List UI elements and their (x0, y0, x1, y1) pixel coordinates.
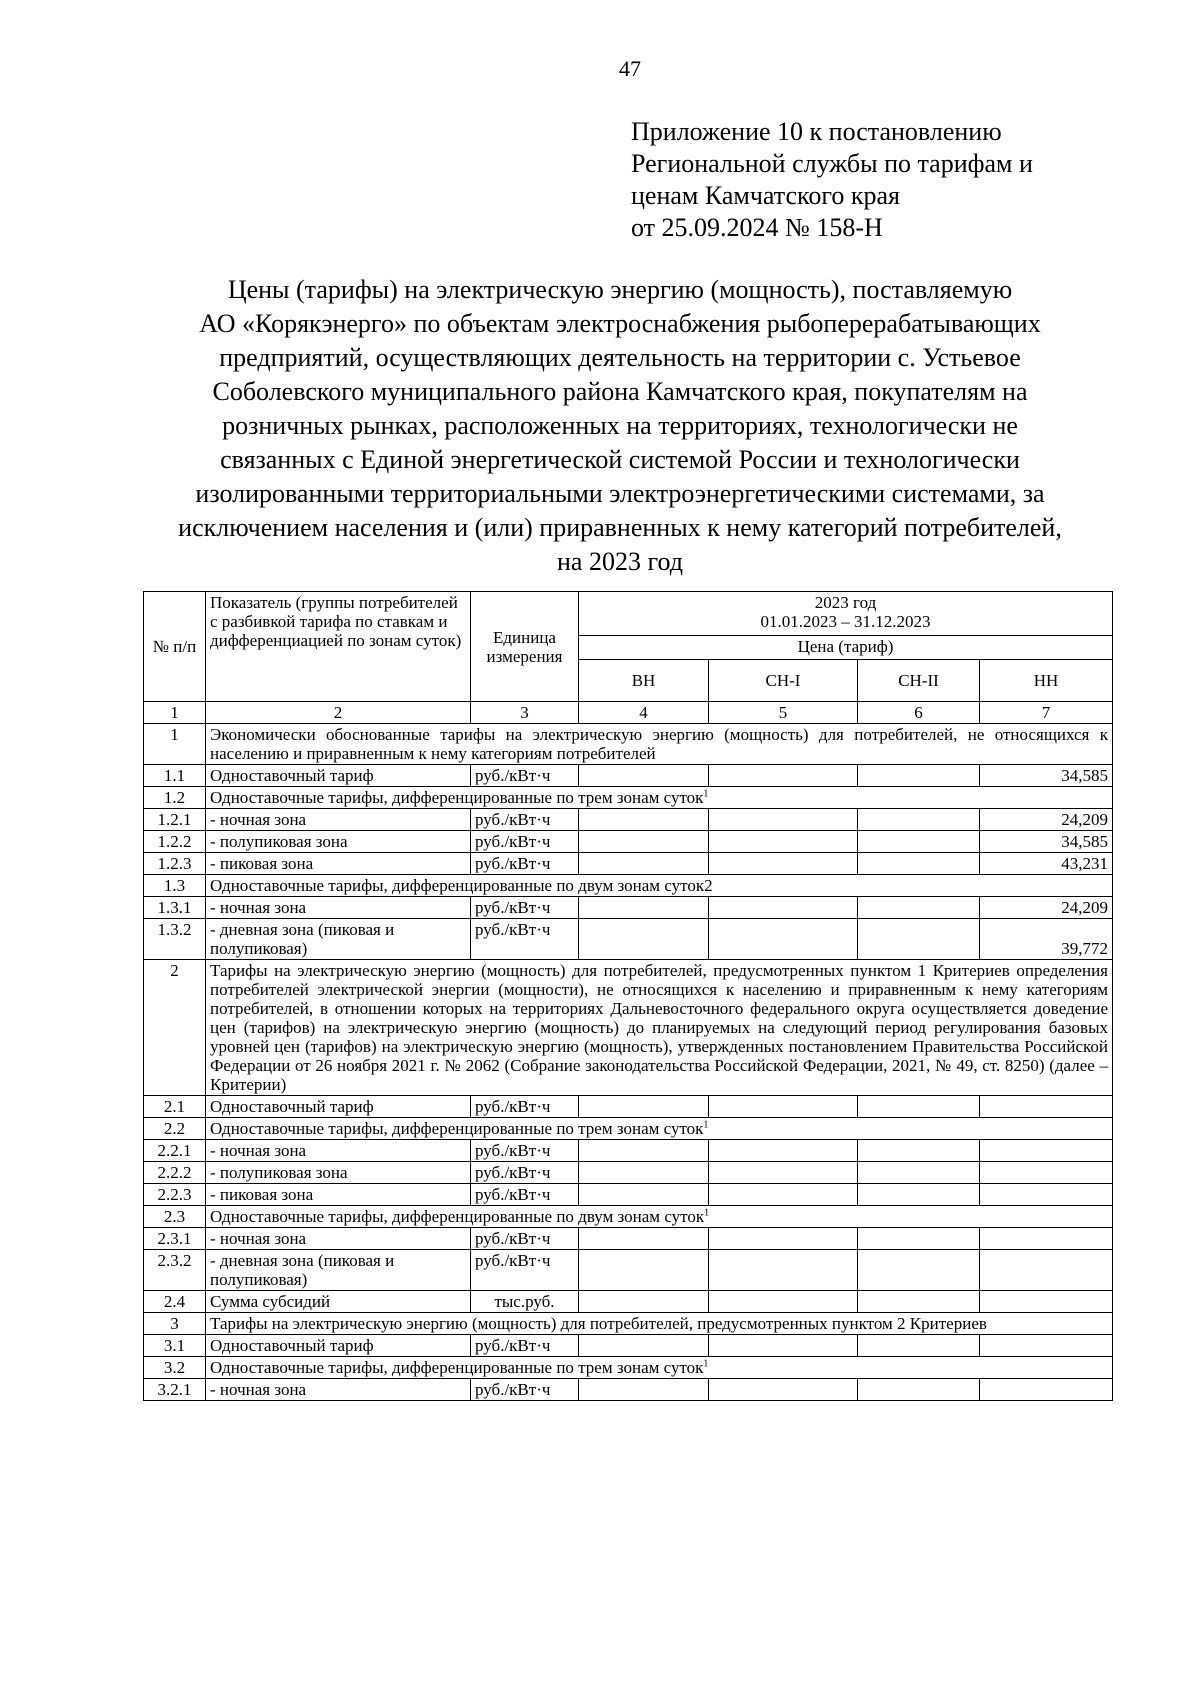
row-number: 3.2.1 (144, 1379, 206, 1401)
value-vn (579, 1291, 709, 1313)
row-name: - ночная зона (206, 1379, 471, 1401)
row-number: 3.1 (144, 1335, 206, 1357)
value-vn (579, 831, 709, 853)
value-vn (579, 853, 709, 875)
value-nn (980, 1228, 1113, 1250)
row-number: 2.3.2 (144, 1250, 206, 1291)
row-number: 1 (144, 724, 206, 765)
appendix-block (631, 116, 1151, 244)
section-text-label: Одноставочные тарифы, дифференцированные по двум зонам суток (210, 1207, 705, 1226)
row-number: 2.3.1 (144, 1228, 206, 1250)
row-number: 1.2.1 (144, 809, 206, 831)
col-number: 7 (980, 702, 1113, 724)
value-sn2 (858, 1162, 980, 1184)
table-row (144, 1379, 1113, 1401)
table-row (144, 1335, 1113, 1357)
table-section-row (144, 960, 1113, 1096)
section-text-label: Тарифы на электрическую энергию (мощность) для потребителей, предусмотренных пунктом 2 Критериев (210, 1314, 987, 1333)
section-text-label: Одноставочные тарифы, дифференцированные по трем зонам суток (210, 1119, 704, 1138)
value-nn (980, 1250, 1113, 1291)
table-section-row (144, 1313, 1113, 1335)
value-sn2 (858, 897, 980, 919)
section-text (206, 1357, 1113, 1379)
section-text-label: Одноставочные тарифы, дифференцированные по трем зонам суток (210, 788, 704, 807)
table-row (144, 1140, 1113, 1162)
value-vn (579, 897, 709, 919)
value-sn2 (858, 1335, 980, 1357)
header-dates: 01.01.2023 – 31.12.2023 (760, 612, 931, 631)
value-sn2 (858, 831, 980, 853)
value-vn (579, 919, 709, 960)
table-section-row (144, 1118, 1113, 1140)
value-vn (579, 1140, 709, 1162)
title-line: Цены (тарифы) на электрическую энергию (мощность), поставляемую (227, 275, 1013, 304)
col-number: 3 (471, 702, 579, 724)
header-indicator: Показатель (группы потребителей с разбивкой тарифа по ставкам и дифференциацией по зонам суток) (206, 592, 471, 702)
value-sn1 (709, 831, 858, 853)
row-unit: руб./кВт·ч (471, 1250, 579, 1291)
section-text (206, 1206, 1113, 1228)
row-name: Одноставочный тариф (206, 1335, 471, 1357)
row-unit: руб./кВт·ч (471, 1162, 579, 1184)
value-sn2 (858, 1379, 980, 1401)
table-row (144, 1228, 1113, 1250)
row-number: 2.2.2 (144, 1162, 206, 1184)
value-nn: 34,585 (980, 765, 1113, 787)
row-name: Одноставочный тариф (206, 1096, 471, 1118)
value-nn (980, 1184, 1113, 1206)
row-unit: руб./кВт·ч (471, 765, 579, 787)
row-name: - пиковая зона (206, 853, 471, 875)
title-line: исключением населения и (или) приравненных к нему категорий потребителей, (178, 513, 1062, 542)
value-sn2 (858, 1250, 980, 1291)
row-name: - ночная зона (206, 809, 471, 831)
row-number: 3 (144, 1313, 206, 1335)
value-nn: 39,772 (980, 919, 1113, 960)
table-row (144, 897, 1113, 919)
row-number: 1.1 (144, 765, 206, 787)
value-sn1 (709, 919, 858, 960)
table-row (144, 1291, 1113, 1313)
appendix-line: Приложение 10 к постановлению (631, 117, 1002, 146)
row-number: 1.2.3 (144, 853, 206, 875)
footnote-mark: 1 (703, 1358, 709, 1370)
row-unit: руб./кВт·ч (471, 831, 579, 853)
row-unit: руб./кВт·ч (471, 919, 579, 960)
table-row (144, 1096, 1113, 1118)
table-section-row (144, 787, 1113, 809)
value-sn2 (858, 919, 980, 960)
row-number: 2.2.3 (144, 1184, 206, 1206)
table-row (144, 1162, 1113, 1184)
section-text-label: Одноставочные тарифы, дифференцированные по трем зонам суток (210, 1358, 704, 1377)
tariff-table (143, 591, 1113, 1401)
appendix-line: Региональной службы по тарифам и (631, 149, 1033, 178)
header-price: Цена (тариф) (579, 636, 1113, 660)
row-number: 2.3 (144, 1206, 206, 1228)
value-sn1 (709, 1228, 858, 1250)
row-unit: руб./кВт·ч (471, 1228, 579, 1250)
row-unit: руб./кВт·ч (471, 1184, 579, 1206)
value-sn1 (709, 1096, 858, 1118)
col-number: 6 (858, 702, 980, 724)
title-line: АО «Корякэнерго» по объектам электроснабжения рыбоперерабатывающих (199, 309, 1041, 338)
row-unit: руб./кВт·ч (471, 1140, 579, 1162)
value-nn (980, 1162, 1113, 1184)
value-vn (579, 1250, 709, 1291)
row-name: - ночная зона (206, 897, 471, 919)
row-number: 2.4 (144, 1291, 206, 1313)
title-line: розничных рынках, расположенных на территориях, технологически не (222, 411, 1018, 440)
value-nn: 24,209 (980, 809, 1113, 831)
value-sn2 (858, 1096, 980, 1118)
table-section-row (144, 724, 1113, 765)
section-text (206, 1118, 1113, 1140)
value-sn1 (709, 1140, 858, 1162)
value-vn (579, 809, 709, 831)
value-sn1 (709, 853, 858, 875)
row-number: 1.2.2 (144, 831, 206, 853)
section-text-label: Одноставочные тарифы, дифференцированные по двум зонам суток2 (210, 876, 713, 895)
footnote-mark: 1 (703, 788, 709, 800)
document-title (120, 273, 1120, 579)
section-text (206, 724, 1113, 765)
value-sn1 (709, 1184, 858, 1206)
section-text (206, 960, 1113, 1096)
row-name: - полупиковая зона (206, 831, 471, 853)
row-number: 1.3 (144, 875, 206, 897)
col-number: 2 (206, 702, 471, 724)
value-sn1 (709, 1250, 858, 1291)
row-name: - дневная зона (пиковая и полупиковая) (206, 1250, 471, 1291)
section-text-label: Экономически обоснованные тарифы на электрическую энергию (мощность) для потребителей, не относящихся к населению и приравненным к нему категориям потребителей (210, 725, 1108, 763)
col-number: 1 (144, 702, 206, 724)
value-vn (579, 1335, 709, 1357)
row-unit: руб./кВт·ч (471, 897, 579, 919)
value-sn2 (858, 1140, 980, 1162)
header-year: 2023 год (814, 593, 877, 612)
value-sn1 (709, 897, 858, 919)
value-nn (980, 1140, 1113, 1162)
header-unit: Единица измерения (471, 592, 579, 702)
title-line: предприятий, осуществляющих деятельность на территории с. Устьевое (219, 343, 1021, 372)
table-row (144, 809, 1113, 831)
table-row (144, 919, 1113, 960)
table-row (144, 765, 1113, 787)
header-period (579, 592, 1113, 636)
table-row (144, 1250, 1113, 1291)
value-sn2 (858, 765, 980, 787)
value-sn1 (709, 1291, 858, 1313)
row-name: Сумма субсидий (206, 1291, 471, 1313)
row-name: - ночная зона (206, 1140, 471, 1162)
row-unit: тыс.руб. (471, 1291, 579, 1313)
value-nn: 43,231 (980, 853, 1113, 875)
table-row (144, 1184, 1113, 1206)
row-number: 2.1 (144, 1096, 206, 1118)
value-sn2 (858, 853, 980, 875)
row-name: - ночная зона (206, 1228, 471, 1250)
table-row (144, 853, 1113, 875)
section-text (206, 787, 1113, 809)
row-unit: руб./кВт·ч (471, 809, 579, 831)
value-nn: 24,209 (980, 897, 1113, 919)
title-line: изолированными территориальными электроэнергетическими системами, за (195, 479, 1045, 508)
row-number: 1.2 (144, 787, 206, 809)
value-vn (579, 765, 709, 787)
appendix-line: ценам Камчатского края (631, 181, 900, 210)
tariff-table-body (144, 724, 1113, 1401)
value-sn2 (858, 1184, 980, 1206)
row-number: 2 (144, 960, 206, 1096)
header-level-sn1: СН-I (709, 660, 858, 702)
value-vn (579, 1228, 709, 1250)
section-text (206, 1313, 1113, 1335)
table-row (144, 831, 1113, 853)
value-sn1 (709, 765, 858, 787)
value-vn (579, 1184, 709, 1206)
footnote-mark: 1 (704, 1207, 710, 1219)
header-num: № п/п (144, 592, 206, 702)
page-number: 47 (619, 56, 641, 81)
value-vn (579, 1379, 709, 1401)
section-text-label: Тарифы на электрическую энергию (мощность) для потребителей, предусмотренных пунктом 1 Критериев определения потребителей электрической энергии (мощности), не относящихся к населению и приравненным к нему категориям потребителей, в отношении которых на территориях Дальневосточного федерального округа осуществляется доведение цен (тарифов) на электрическую энергию (мощность) до планируемых на следующий период регулирования базовых уровней цен (тарифов) на электрическую энергию (мощность), утвержденных постановлением Правительства Российской Федерации от 26 ноября 2021 г. № 2062 (Собрание законодательства Российской Федерации, 2021, № 49, ст. 8250) (далее – Критерии) (210, 961, 1108, 1094)
row-number: 1.3.1 (144, 897, 206, 919)
footnote-mark: 1 (703, 1119, 709, 1131)
value-nn (980, 1379, 1113, 1401)
header-level-sn2: СН-II (858, 660, 980, 702)
row-number: 2.2.1 (144, 1140, 206, 1162)
value-nn (980, 1335, 1113, 1357)
col-number: 5 (709, 702, 858, 724)
row-number: 2.2 (144, 1118, 206, 1140)
row-unit: руб./кВт·ч (471, 1335, 579, 1357)
title-line: Соболевского муниципального района Камчатского края, покупателям на (212, 377, 1028, 406)
appendix-line: от 25.09.2024 № 158-Н (631, 213, 883, 242)
title-line: на 2023 год (557, 547, 683, 576)
row-name: - пиковая зона (206, 1184, 471, 1206)
value-nn (980, 1291, 1113, 1313)
row-name: Одноставочный тариф (206, 765, 471, 787)
row-unit: руб./кВт·ч (471, 1096, 579, 1118)
value-sn1 (709, 1379, 858, 1401)
row-number: 3.2 (144, 1357, 206, 1379)
row-unit: руб./кВт·ч (471, 853, 579, 875)
row-number: 1.3.2 (144, 919, 206, 960)
table-section-row (144, 1206, 1113, 1228)
value-vn (579, 1162, 709, 1184)
value-sn2 (858, 1291, 980, 1313)
value-sn1 (709, 1335, 858, 1357)
value-vn (579, 1096, 709, 1118)
row-name: - дневная зона (пиковая и полупиковая) (206, 919, 471, 960)
row-unit: руб./кВт·ч (471, 1379, 579, 1401)
value-nn (980, 1096, 1113, 1118)
col-number: 4 (579, 702, 709, 724)
header-level-nn: НН (980, 660, 1113, 702)
value-sn1 (709, 1162, 858, 1184)
value-sn1 (709, 809, 858, 831)
title-line: связанных с Единой энергетической системой России и технологически (220, 445, 1020, 474)
section-text (206, 875, 1113, 897)
header-level-vn: ВН (579, 660, 709, 702)
row-name: - полупиковая зона (206, 1162, 471, 1184)
value-nn: 34,585 (980, 831, 1113, 853)
table-section-row (144, 875, 1113, 897)
table-section-row (144, 1357, 1113, 1379)
value-sn2 (858, 809, 980, 831)
value-sn2 (858, 1228, 980, 1250)
